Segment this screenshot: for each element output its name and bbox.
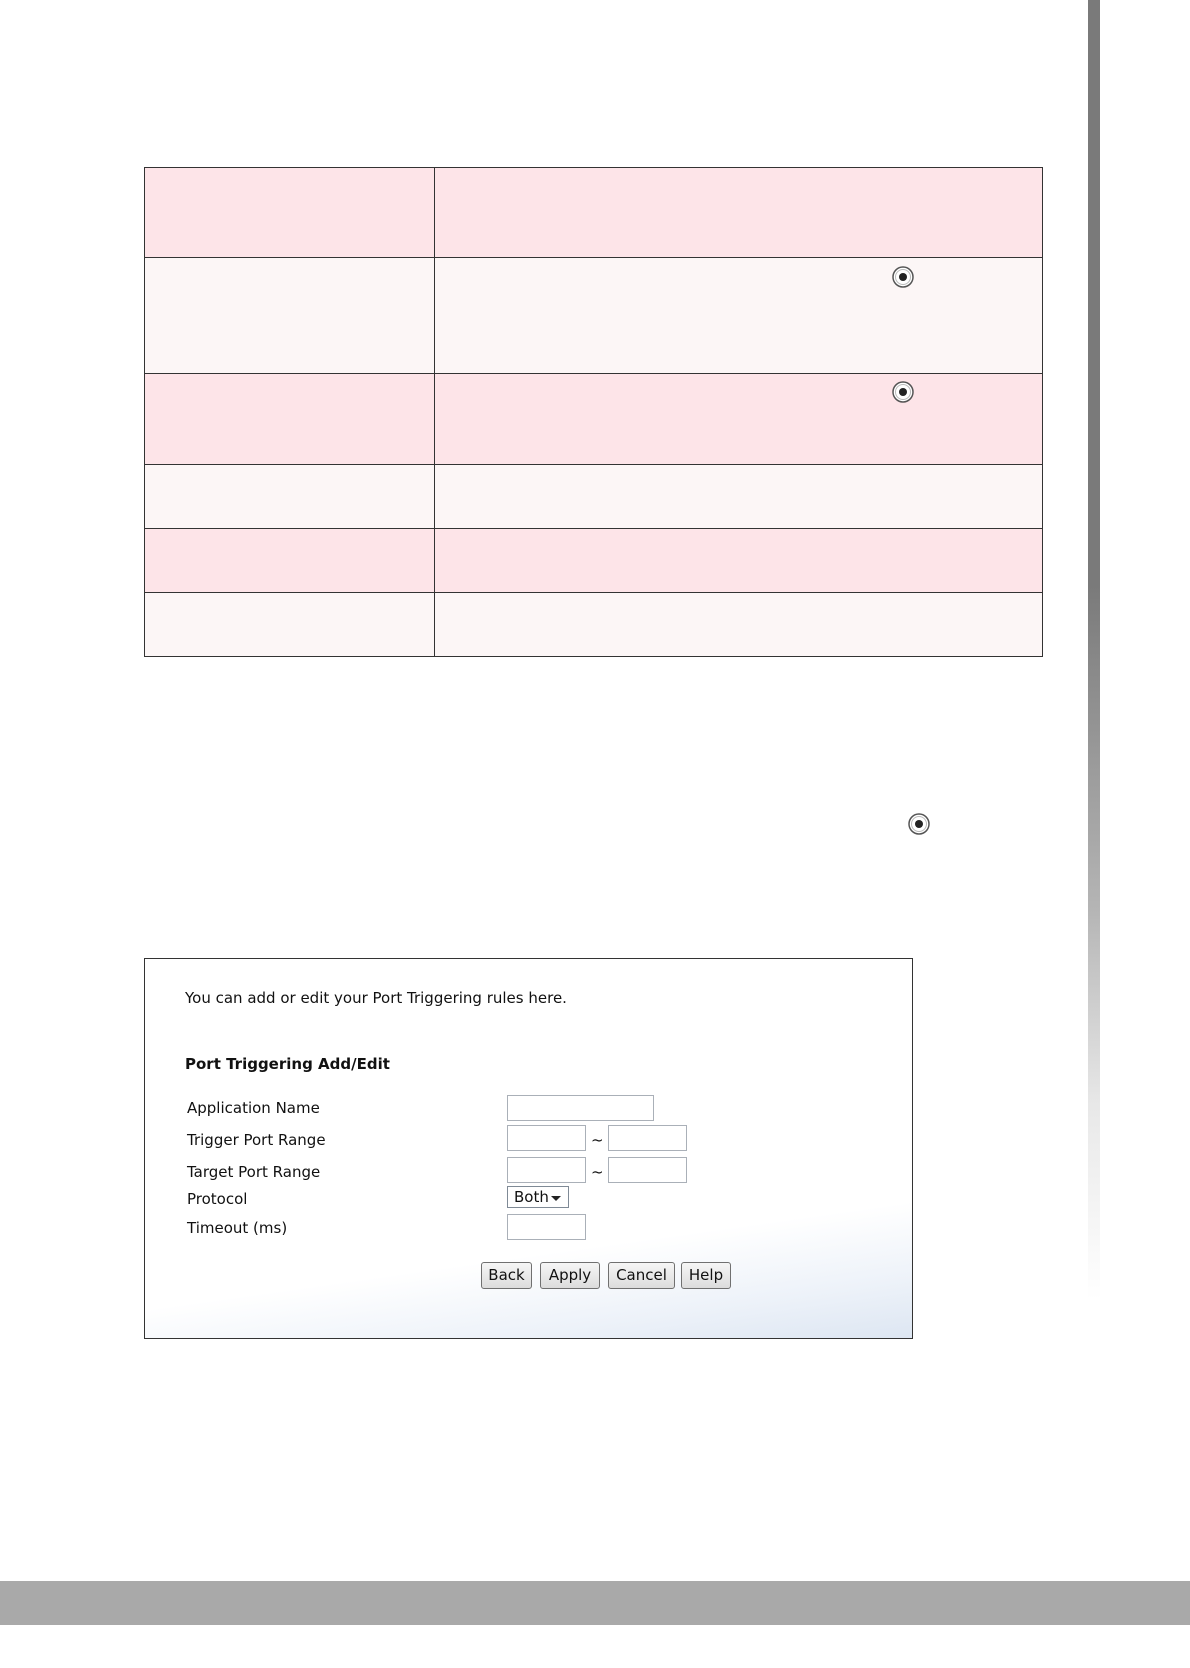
- table-cell: [145, 374, 435, 464]
- radio-selected-icon: [907, 812, 931, 836]
- table-row: [145, 374, 1043, 464]
- table-row: [145, 168, 1043, 258]
- protocol-selected-value: Both: [514, 1188, 549, 1206]
- table-cell: [435, 374, 1043, 464]
- table-cell: [145, 464, 435, 528]
- table-cell: [435, 258, 1043, 374]
- table-cell: [145, 258, 435, 374]
- target-port-end-input[interactable]: [608, 1157, 687, 1183]
- table-row: [145, 464, 1043, 528]
- intro-text: You can add or edit your Port Triggering rules here.: [185, 989, 567, 1007]
- table-row: [145, 528, 1043, 592]
- apply-button[interactable]: Apply: [540, 1262, 600, 1289]
- application-name-input[interactable]: [507, 1095, 654, 1121]
- table-cell: [145, 528, 435, 592]
- timeout-input[interactable]: [507, 1214, 586, 1240]
- target-port-start-input[interactable]: [507, 1157, 586, 1183]
- radio-selected-icon: [891, 380, 915, 404]
- side-decoration-bar: [1088, 0, 1100, 1300]
- range-separator: ~: [591, 1131, 604, 1149]
- protocol-select[interactable]: [507, 1186, 569, 1208]
- table-cell: [145, 168, 435, 258]
- table-cell: [435, 168, 1043, 258]
- cancel-button[interactable]: Cancel: [608, 1262, 675, 1289]
- table-row: [145, 258, 1043, 374]
- section-title: Port Triggering Add/Edit: [185, 1055, 390, 1073]
- application-name-label: Application Name: [187, 1099, 320, 1117]
- range-separator: ~: [591, 1163, 604, 1181]
- trigger-port-range-label: Trigger Port Range: [187, 1131, 326, 1149]
- trigger-port-end-input[interactable]: [608, 1125, 687, 1151]
- table-cell: [435, 464, 1043, 528]
- table-cell: [145, 592, 435, 656]
- port-triggering-form-screenshot: [144, 958, 913, 1339]
- chevron-down-icon: [551, 1196, 561, 1201]
- table-row: [145, 592, 1043, 656]
- trigger-port-start-input[interactable]: [507, 1125, 586, 1151]
- protocol-label: Protocol: [187, 1190, 248, 1208]
- timeout-label: Timeout (ms): [187, 1219, 288, 1237]
- table-cell: [435, 592, 1043, 656]
- description-table: [144, 167, 1043, 657]
- footer-bar: [0, 1581, 1190, 1625]
- table-cell: [435, 528, 1043, 592]
- help-button[interactable]: Help: [681, 1262, 731, 1289]
- back-button[interactable]: Back: [481, 1262, 532, 1289]
- target-port-range-label: Target Port Range: [187, 1163, 321, 1181]
- radio-selected-icon: [891, 265, 915, 289]
